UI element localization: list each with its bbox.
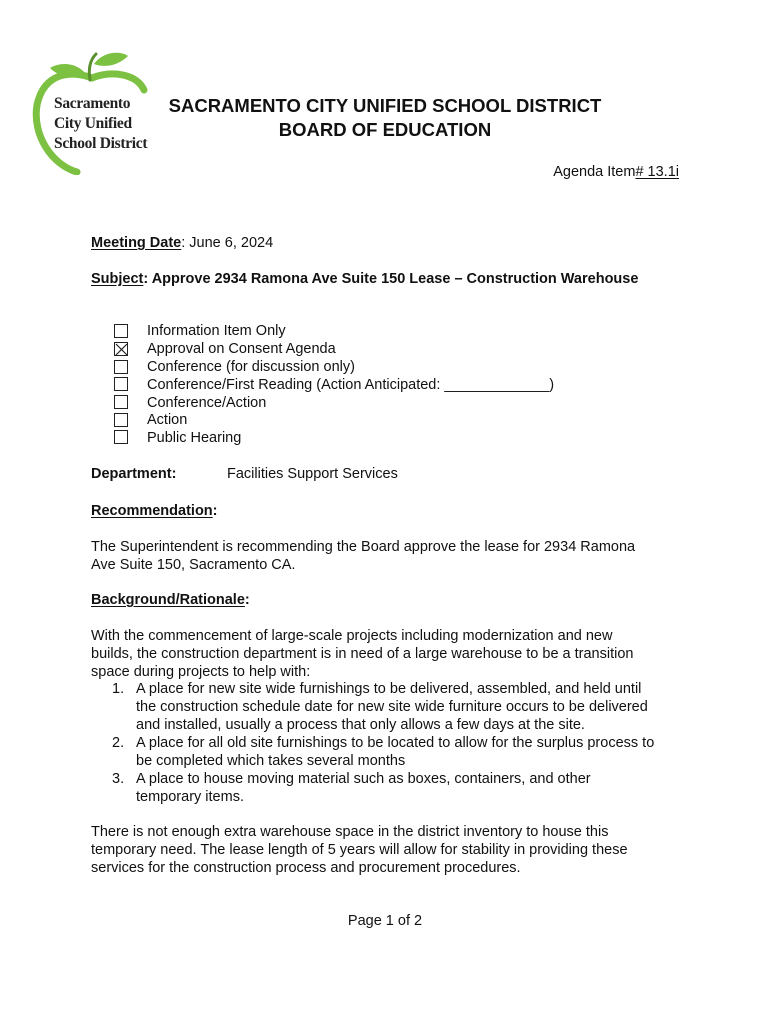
option-label: Information Item Only (147, 323, 286, 339)
closing-line-3: services for the construction process and procurement procedures. (91, 860, 521, 876)
department-label: Department: (91, 466, 177, 482)
logo-line-1: Sacramento (54, 95, 131, 112)
logo-line-3: School District (54, 135, 148, 152)
list-item-number: 3. (112, 771, 125, 787)
recommendation-line-2: Ave Suite 150, Sacramento CA. (91, 557, 296, 573)
subject-value: : Approve 2934 Ramona Ave Suite 150 Lease – Construction Warehouse (143, 271, 639, 287)
list-item-number: 2. (112, 735, 125, 751)
subject-label: Subject (91, 271, 144, 287)
agenda-item-number: # 13.1i (635, 164, 679, 180)
recommendation-line-1: The Superintendent is recommending the Board approve the lease for 2934 Ramona (91, 539, 636, 555)
list-item-line: temporary items. (136, 789, 244, 805)
background-heading-text: Background/Rationale (91, 592, 245, 608)
background-heading (91, 591, 250, 609)
list-item-line: A place for all old site furnishings to be located to allow for the surplus process to (136, 735, 655, 751)
background-intro-line-2: builds, the construction department is in need of a large warehouse to be a transition (91, 646, 634, 662)
department-value: Facilities Support Services (227, 466, 398, 482)
logo-line-2: City Unified (54, 115, 132, 132)
option-label: Conference (for discussion only) (147, 359, 355, 375)
recommendation-heading (91, 502, 218, 520)
meeting-date-value: : June 6, 2024 (181, 235, 274, 251)
checked-x-icon (115, 343, 129, 357)
checkbox-public-hearing[interactable] (114, 430, 128, 444)
closing-line-2: temporary need. The lease length of 5 years will allow for stability in providing these (91, 842, 628, 858)
recommendation-colon: : (212, 503, 218, 519)
checkbox-conference-discussion[interactable] (114, 360, 128, 374)
list-item-line: be completed which takes several months (136, 753, 406, 769)
background-intro-line-1: With the commencement of large-scale projects including modernization and new (91, 628, 613, 644)
meeting-date (91, 234, 273, 252)
checkbox-conference-action[interactable] (114, 395, 128, 409)
agenda-item (553, 163, 679, 181)
option-label: Action (147, 412, 188, 428)
background-intro-line-3: space during projects to help with: (91, 664, 311, 680)
page-number: Page 1 of 2 (347, 913, 423, 929)
meeting-date-label: Meeting Date (91, 235, 182, 251)
checkbox-action[interactable] (114, 413, 128, 427)
checkbox-consent-agenda[interactable] (114, 342, 128, 356)
option-label: Approval on Consent Agenda (147, 341, 336, 357)
document-title-line-2: BOARD OF EDUCATION (278, 119, 492, 140)
list-item-line: A place to house moving material such as boxes, containers, and other (136, 771, 591, 787)
agenda-item-prefix: Agenda Item (553, 164, 636, 180)
recommendation-heading-text: Recommendation (91, 503, 213, 519)
document-title-line-1: SACRAMENTO CITY UNIFIED SCHOOL DISTRICT (168, 95, 602, 116)
option-label: Conference/Action (147, 395, 267, 411)
background-colon: : (244, 592, 250, 608)
option-label: Public Hearing (147, 430, 242, 446)
checkbox-information-item[interactable] (114, 324, 128, 338)
closing-line-1: There is not enough extra warehouse space in the district inventory to house this (91, 824, 609, 840)
list-item-line: and installed, usually a process that only allows a few days at the site. (136, 717, 585, 733)
checkbox-first-reading[interactable] (114, 377, 128, 391)
option-label: Conference/First Reading (Action Anticipated: _____________) (147, 377, 555, 393)
list-item-line: A place for new site wide furnishings to be delivered, assembled, and held until (136, 681, 642, 697)
list-item-line: the construction schedule date for new site wide furniture occurs to be delivered (136, 699, 648, 715)
subject (91, 270, 638, 288)
list-item-number: 1. (112, 681, 125, 697)
